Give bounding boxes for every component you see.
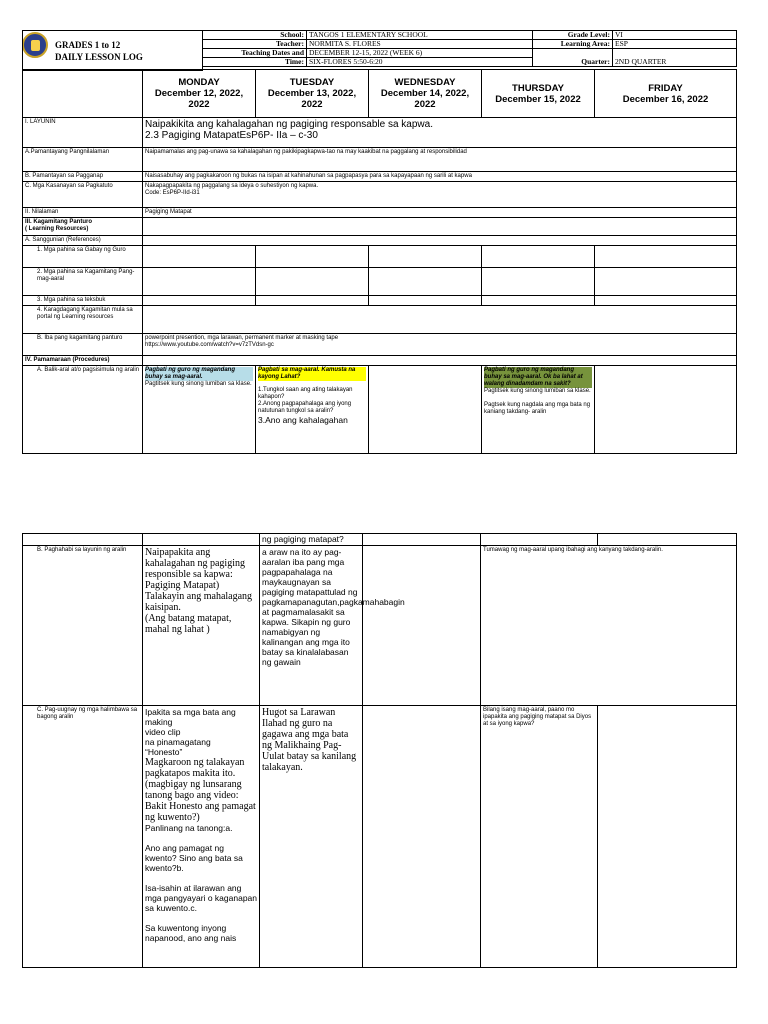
- lesson-table-page2: [22, 533, 737, 968]
- greeting-highlight-thu: Pagbati ng guro ng magandang buhay sa mag-aaral. Ok ba lahat at walang dinadamdam na sakit?: [484, 367, 592, 388]
- paghahabi-monday: Naipapakita ang kahalagahan ng pagiging responsible sa kapwa: Pagiging Matapat) Talakayin ang mahalagang kaisipan. (Ang batang matapat, mahal ng lahat ): [143, 546, 260, 706]
- pamantayang-label: A.Pamantayang Pangnilalaman: [23, 148, 143, 172]
- day-header-wednesday: WEDNESDAY December 14, 2022, 2022: [369, 70, 482, 118]
- r1-wed: [369, 246, 482, 268]
- grade-label: Grade Level:: [533, 31, 613, 40]
- p2-top-fri: [598, 534, 737, 546]
- r2-thu: [482, 268, 595, 296]
- r1-thu: [482, 246, 595, 268]
- balik-aral-label: A. Balik-aral at/o pagsisimula ng aralin: [23, 366, 143, 454]
- pagganap-text: Naisasabuhay ang pagkakaroon ng bukas na isipan at kahinahunan sa pagpapasya para sa kapayapaan ng sarili at kapwa: [143, 172, 737, 182]
- video-clip-text: Ipakita sa mga bata ang making video clip na pinamagatang “Honesto”: [145, 707, 236, 757]
- greeting-highlight-mon: Pagbati ng guro ng magandang buhay sa mag-aaral.: [145, 367, 253, 381]
- teacher-value: NORMITA S. FLORES: [307, 40, 533, 49]
- pag-uugnay-wednesday: [363, 706, 481, 968]
- paghahabi-label: B. Paghahabi sa layunin ng aralin: [23, 546, 143, 706]
- school-label: School:: [203, 31, 307, 40]
- sanggunian-cell: [143, 236, 737, 246]
- doc-title-dll: DAILY LESSON LOG: [55, 52, 143, 62]
- r2-label: 2. Mga pahina sa Kagamitang Pang-mag-aaral: [23, 268, 143, 296]
- pag-uugnay-thursday: Bilang isang mag-aaral, paano mo ipapakita ang pagiging matapat sa Diyos at sa iyong kapwa?: [481, 706, 598, 968]
- day-header-row: [23, 70, 737, 118]
- paghahabi-wednesday: [363, 546, 481, 706]
- kasanayan-text: Nakapagpapakita ng paggalang sa ideya o suhestiyon ng kapwa. Code: EsP6P-IId-i31: [143, 182, 737, 208]
- doc-title-grades: GRADES 1 to 12: [55, 40, 121, 50]
- r1-fri: [595, 246, 737, 268]
- school-value: TANGOS 1 ELEMENTARY SCHOOL: [307, 31, 533, 40]
- talakayan-text: Magkaroon ng talakayan pagkatapos makita ito. (magbigay ng lunsarang tanong bago ang video: Bakit Honesto ang pamagat ng kuwento?): [145, 757, 256, 823]
- sanggunian-label: A. Sanggunian (References): [23, 236, 143, 246]
- grade-value: VI: [613, 31, 737, 40]
- balik-aral-wednesday: [369, 366, 482, 454]
- r2-wed: [369, 268, 482, 296]
- day-header-tuesday: TUESDAY December 13, 2022, 2022: [256, 70, 369, 118]
- paghahabi-tuesday: a araw na ito ay pag-aaralan iba pang mga pagpapahalaga na maykaugnayan sa pagiging matapattulad ng pagkamapanagutan,pagkamahabagin at pagmamalasakit sa kapwa. Sikapin ng guro namabigyan ng kalinangan ang mga ito batay sa kinalalabasan ng gawain: [260, 546, 363, 706]
- attendance-mon: Pagtitsek kung sinong lumiban sa klase.: [145, 381, 252, 387]
- kasanayan-label: C. Mga Kasanayan sa Pagkatuto: [23, 182, 143, 208]
- pag-uugnay-monday: [143, 706, 260, 968]
- p2-top-tue: ng pagiging matapat?: [260, 534, 363, 546]
- area-value: ESP: [613, 40, 737, 49]
- r4-cell: [143, 306, 737, 334]
- day-header-friday: FRIDAY December 16, 2022: [595, 70, 737, 118]
- quarter-value: 2ND QUARTER: [613, 49, 737, 67]
- day-header-blank: [23, 70, 143, 118]
- title-box: [22, 30, 203, 71]
- pagganap-label: B. Pamantayan sa Pagganap: [23, 172, 143, 182]
- r1-label: 1. Mga pahina sa Gabay ng Guro: [23, 246, 143, 268]
- kagamitan-label: III. Kagamitang Panturo ( Learning Resources): [23, 218, 143, 236]
- time-value: SIX-FLORES 5:50-6:20: [307, 58, 533, 67]
- header-info-table: [202, 30, 737, 67]
- layunin-label: I. LAYUNIN: [23, 118, 143, 148]
- r3-mon: [143, 296, 256, 306]
- p2-top-mon: [143, 534, 260, 546]
- teacher-label: Teacher:: [203, 40, 307, 49]
- balik-aral-friday: [595, 366, 737, 454]
- r1-mon: [143, 246, 256, 268]
- r4-label: 4. Karagdagang Kagamitan mula sa portal ng Learning resources: [23, 306, 143, 334]
- r3-thu: [482, 296, 595, 306]
- r3-wed: [369, 296, 482, 306]
- day-header-thursday: THURSDAY December 15, 2022: [482, 70, 595, 118]
- quarter-label: Quarter:: [533, 49, 613, 67]
- iba-label: B. Iba pang kagamitang panturo: [23, 334, 143, 356]
- time-label: Time:: [203, 58, 307, 67]
- attendance-thu: Pagtitsek kung sinong lumiban sa klase. Pagtsek kung nagdala ang mga bata ng kaniang takdang- aralin: [484, 388, 591, 415]
- balik-aral-thursday: [482, 366, 595, 454]
- r2-fri: [595, 268, 737, 296]
- question-3-tue: 3.Ano ang kahalagahan: [258, 415, 348, 425]
- greeting-highlight-tue: Pagbati sa mag-aaral. Kamusta na kayong Lahat?: [258, 367, 366, 381]
- r2-mon: [143, 268, 256, 296]
- r3-label: 3. Mga pahina sa teksbuk: [23, 296, 143, 306]
- pag-uugnay-tuesday: Hugot sa Larawan Ilahad ng guro na gagawa ang mga bata ng Malikhaing Pag-Uulat batay sa kanilang talakayan.: [260, 706, 363, 968]
- kagamitan-cell: [143, 218, 737, 236]
- nilalaman-text: Pagiging Matapat: [143, 208, 737, 218]
- r2-tue: [256, 268, 369, 296]
- day-header-monday: MONDAY December 12, 2022, 2022: [143, 70, 256, 118]
- p2-top-blank: [23, 534, 143, 546]
- pag-uugnay-label: C. Pag-uugnay ng mga halimbawa sa bagong aralin: [23, 706, 143, 968]
- iba-text: powerpoint presention, mga larawan, permanent marker at masking tape https://www.youtube.com/watch?v=v7zTVdsn-gc: [143, 334, 737, 356]
- pag-uugnay-friday: [598, 706, 737, 968]
- balik-aral-monday: [143, 366, 256, 454]
- r3-tue: [256, 296, 369, 306]
- r3-fri: [595, 296, 737, 306]
- lesson-table-page1: [22, 69, 737, 454]
- paghahabi-thursday: Tumawag ng mag-aaral upang ibahagi ang kanyang takdang-aralin.: [481, 546, 737, 706]
- area-label: Learning Area:: [533, 40, 613, 49]
- pamamaraan-label: IV. Pamamaraan (Procedures): [23, 356, 143, 366]
- balik-aral-tuesday: [256, 366, 369, 454]
- layunin-text: Naipakikita ang kahalagahan ng pagiging responsable sa kapwa. 2.3 Pagiging MatapatEsP6P- IIa – c-30: [143, 118, 737, 148]
- questions-tue: 1.Tungkol saan ang ating talakayan kahapon? 2.Anong pagpapahalaga ang iyong natutunan tungkol sa aralin?: [258, 387, 353, 414]
- dates-value: DECEMBER 12-15, 2022 (WEEK 6): [307, 49, 533, 58]
- nilalaman-label: II. Nilalaman: [23, 208, 143, 218]
- p2-top-wed: [363, 534, 481, 546]
- r1-tue: [256, 246, 369, 268]
- panlinang-text: Panlinang na tanong:a. Ano ang pamagat ng kwento? Sino ang bata sa kwento?b. Isa-isahin at ilarawan ang mga pangyayari o kaganapan sa kuwento.c. Sa kuwentong inyong napanood, ano ang nais: [145, 823, 257, 943]
- pamamaraan-cell: [143, 356, 737, 366]
- dates-label: Teaching Dates and: [203, 49, 307, 58]
- p2-top-thu: [481, 534, 598, 546]
- pamantayang-text: Naipamamalas ang pag-unawa sa kahalagahan ng pakikipagkapwa-tao na may kaakibat na paggalang at responsibilidad: [143, 148, 737, 172]
